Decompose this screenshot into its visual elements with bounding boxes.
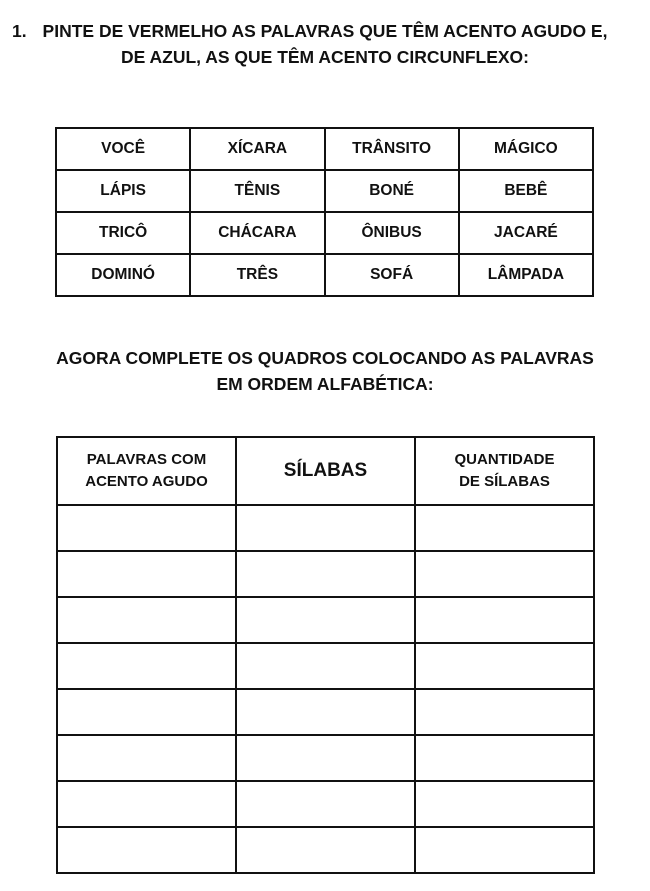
header-text: DE SÍLABAS (459, 473, 550, 490)
header-text: PALAVRAS COM (86, 451, 207, 468)
answer-cell[interactable] (57, 597, 236, 643)
word-cell[interactable]: XÍCARA (190, 128, 324, 170)
word-cell[interactable]: TÊNIS (190, 170, 324, 212)
exercise-1-instruction (0, 18, 650, 70)
answer-cell[interactable] (415, 505, 594, 551)
answer-row (57, 827, 594, 873)
word-cell[interactable]: TRÊS (190, 254, 324, 296)
answer-row (57, 643, 594, 689)
answer-cell[interactable] (415, 689, 594, 735)
header-cell-palavras (57, 437, 236, 505)
word-row (56, 212, 593, 254)
answer-cell[interactable] (236, 551, 415, 597)
answer-cell[interactable] (57, 643, 236, 689)
exercise-2-instruction (0, 345, 650, 397)
word-row (56, 170, 593, 212)
answer-row (57, 505, 594, 551)
exercise-number: 1. (12, 21, 27, 41)
answer-cell[interactable] (415, 781, 594, 827)
answer-cell[interactable] (236, 643, 415, 689)
answer-cell[interactable] (57, 781, 236, 827)
word-cell[interactable]: BEBÊ (459, 170, 593, 212)
answer-cell[interactable] (415, 551, 594, 597)
word-cell[interactable]: MÁGICO (459, 128, 593, 170)
word-row (56, 128, 593, 170)
word-cell[interactable]: ÔNIBUS (325, 212, 459, 254)
answer-cell[interactable] (236, 505, 415, 551)
instruction-line-1: AGORA COMPLETE OS QUADROS COLOCANDO AS PALAVRAS (56, 348, 594, 368)
header-text: ACENTO AGUDO (85, 473, 208, 490)
answer-row (57, 735, 594, 781)
alphabetical-order-table (56, 436, 595, 874)
answer-row (57, 689, 594, 735)
answer-row (57, 551, 594, 597)
instruction-line-1: PINTE DE VERMELHO AS PALAVRAS QUE TÊM ACENTO AGUDO E, (42, 21, 608, 41)
answer-cell[interactable] (57, 505, 236, 551)
word-cell[interactable]: CHÁCARA (190, 212, 324, 254)
word-cell[interactable]: TRÂNSITO (325, 128, 459, 170)
answer-cell[interactable] (236, 689, 415, 735)
answer-cell[interactable] (415, 735, 594, 781)
word-cell[interactable]: TRICÔ (56, 212, 190, 254)
answer-row (57, 597, 594, 643)
answer-cell[interactable] (57, 551, 236, 597)
word-cell[interactable]: LÁPIS (56, 170, 190, 212)
word-row (56, 254, 593, 296)
answer-cell[interactable] (57, 827, 236, 873)
answer-cell[interactable] (236, 735, 415, 781)
answer-cell[interactable] (236, 781, 415, 827)
answer-cell[interactable] (415, 643, 594, 689)
word-cell[interactable]: SOFÁ (325, 254, 459, 296)
instruction-line-2: DE AZUL, AS QUE TÊM ACENTO CIRCUNFLEXO: (120, 47, 529, 67)
answer-cell[interactable] (236, 827, 415, 873)
accent-words-table (55, 127, 594, 297)
word-cell[interactable]: JACARÉ (459, 212, 593, 254)
header-text: QUANTIDADE (454, 451, 555, 468)
header-cell-quantidade (415, 437, 594, 505)
answer-cell[interactable] (415, 597, 594, 643)
header-cell-silabas (236, 437, 415, 505)
instruction-line-2: EM ORDEM ALFABÉTICA: (216, 374, 434, 394)
answer-cell[interactable] (57, 735, 236, 781)
word-cell[interactable]: VOCÊ (56, 128, 190, 170)
header-text: SÍLABAS (283, 460, 368, 481)
word-cell[interactable]: LÂMPADA (459, 254, 593, 296)
header-row (57, 437, 594, 505)
answer-row (57, 781, 594, 827)
answer-cell[interactable] (236, 597, 415, 643)
word-cell[interactable]: DOMINÓ (56, 254, 190, 296)
answer-cell[interactable] (57, 689, 236, 735)
word-cell[interactable]: BONÉ (325, 170, 459, 212)
answer-cell[interactable] (415, 827, 594, 873)
